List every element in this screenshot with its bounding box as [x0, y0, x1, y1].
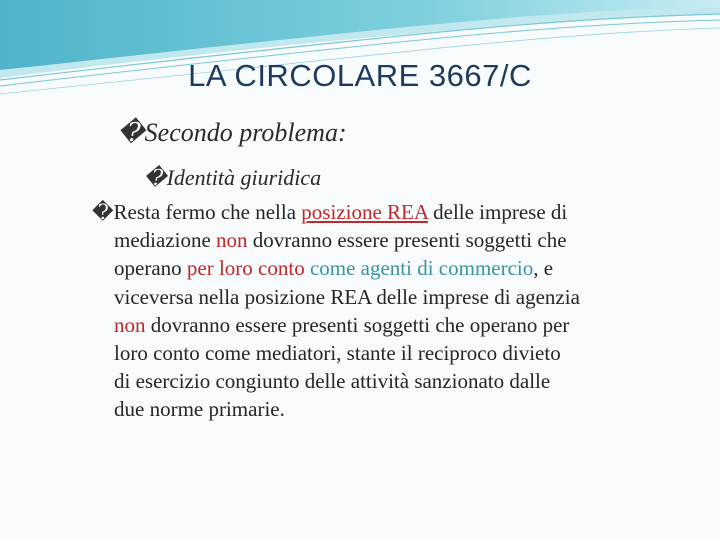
body-paragraph	[92, 198, 714, 424]
text-run: Resta fermo che nella	[113, 200, 302, 224]
paragraph-line	[114, 254, 714, 282]
emphasis-text: posizione REA	[301, 200, 428, 224]
paragraph-line	[114, 226, 714, 254]
text-run: , e	[533, 256, 554, 281]
paragraph-line: loro conto come mediatori, stante il reciproco divieto	[114, 341, 561, 366]
text-run: dovranno essere presenti soggetti che operano per	[145, 312, 570, 337]
bullet-icon: �	[92, 200, 114, 224]
paragraph-line: di esercizio congiunto delle attività sanzionato dalle	[114, 369, 551, 394]
emphasis-text: per loro conto	[186, 256, 305, 281]
bullet-icon: �	[118, 118, 145, 147]
text-run: delle imprese di	[427, 200, 568, 224]
slide-title: LA CIRCOLARE 3667/C	[188, 58, 532, 93]
emphasis-text: non	[114, 312, 146, 337]
text-run: operano	[114, 256, 187, 281]
subheading-text: Identità giuridica	[166, 165, 322, 190]
subheading-bullet-line	[144, 165, 321, 191]
paragraph-line: due norme primarie.	[114, 397, 285, 422]
heading-bullet-line	[118, 118, 347, 148]
heading-text: Secondo problema:	[144, 118, 347, 147]
text-run: mediazione	[114, 228, 217, 253]
text-run: dovranno essere presenti soggetti che	[247, 228, 567, 253]
emphasis-text: non	[216, 228, 248, 253]
paragraph-line	[92, 198, 714, 226]
paragraph-line	[114, 311, 714, 339]
paragraph-line: viceversa nella posizione REA delle imprese di agenzia	[114, 284, 580, 309]
emphasis-text: come agenti di commercio	[309, 256, 534, 281]
bullet-icon: �	[144, 165, 167, 190]
